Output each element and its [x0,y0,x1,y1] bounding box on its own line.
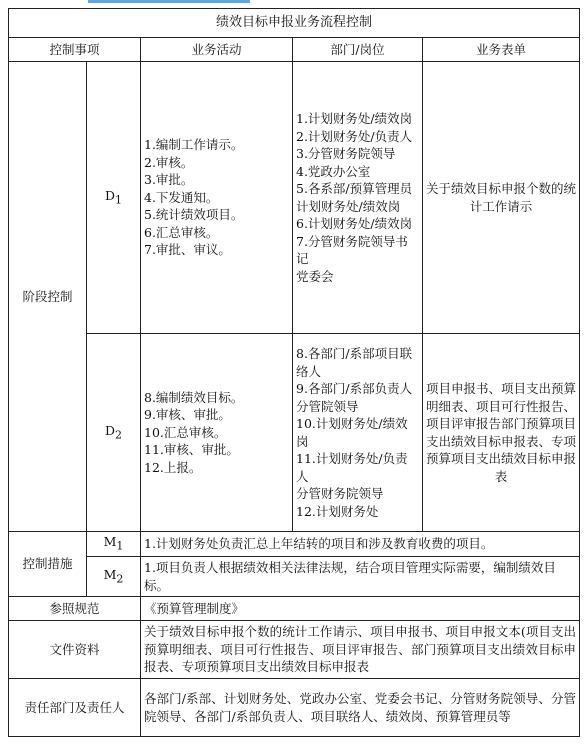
m2-code: $M_2$ [87,557,141,597]
list-line: 计划财务处/绩效岗 [296,198,401,214]
d1-code: $D_1$ [87,62,141,334]
d1-departments [293,62,423,334]
process-control-table [8,8,580,737]
list-line: 12.上报。 [144,459,202,475]
m2-text: 1.项目负责人根据绩效相关法律法规，结合项目管理实际需要，编制绩效目标。 [141,557,580,597]
list-line: 4.党政办公室 [296,163,371,179]
list-line: 8.各部门/系部项目联络人 [296,346,413,379]
list-line: 5.统计绩效项目。 [144,207,244,223]
list-line: 8.编制绩效目标。 [144,389,244,405]
header-control-item: 控制事项 [9,38,141,62]
reference-text: 《预算管理制度》 [141,597,580,621]
m1-text: 1.计划财务处负责汇总上年结转的项目和涉及教育收费的项目。 [141,532,580,557]
d2-code: $D_2$ [87,334,141,532]
list-line: 9.审核、审批。 [144,407,231,423]
m1-code: $M_1$ [87,532,141,557]
list-line: 7.分管财务院领导书记 [296,233,408,266]
list-line: 3.审批。 [144,172,194,188]
list-line: 10.汇总审核。 [144,424,227,440]
d2-activities [141,334,293,532]
list-line: 2.审核。 [144,154,194,170]
control-measures-label: 控制措施 [9,532,87,597]
top-accent-line [88,0,250,3]
table-title: 绩效目标申报业务流程控制 [9,9,580,38]
list-line: 6.计划财务处/绩效岗 [296,216,413,231]
header-activity: 业务活动 [141,38,293,62]
list-line: 7.审批、审议。 [144,242,231,258]
responsibility-text: 各部门/系部、计划财务处、党政办公室、党委会书记、分管财务院领导、分管院领导、各部门/系部负责人、项目联络人、绩效岗、预算管理员等 [141,679,580,737]
stage-control-label: 阶段控制 [9,62,87,532]
list-line: 分管院领导 [296,398,359,414]
documents-text: 关于绩效目标申报个数的统计工作请示、项目申报书、项目申报文本(项目支出预算明细表、项目可行性报告、项目评审报告、部门预算项目支出绩效目标申报表、专项预算项目支出绩效目标申报表 [141,621,580,679]
d2-departments [293,334,423,532]
list-line: 11.审核、审批。 [144,442,239,458]
list-line: 党委会 [296,268,334,284]
list-line: 9.各部门/系部负责人 [296,381,413,396]
d2-forms: 项目申报书、项目支出预算明细表、项目可行性报告、项目评审报告部门预算项目支出绩效目标申报表、专项预算项目支出绩效目标申报表 [423,334,580,532]
responsibility-label: 责任部门及责任人 [9,679,141,737]
documents-label: 文件资料 [9,621,141,679]
list-line: 4.下发通知。 [144,189,219,205]
list-line: 1.编制工作请示。 [144,137,244,153]
d1-activities [141,62,293,334]
header-department: 部门/岗位 [293,38,423,62]
list-line: 2.计划财务处/负责人 [296,128,413,144]
list-line: 6.汇总审核。 [144,224,219,240]
list-line: 分管财务院领导 [296,486,384,501]
list-line: 5.各系部/预算管理员 [296,181,413,196]
list-line: 3.分管财务院领导 [296,146,396,161]
list-line: 12.计划财务处 [296,503,379,519]
d1-forms: 关于绩效目标申报个数的统计工作请示 [423,62,580,334]
list-line: 11.计划财务处/负责人 [296,451,408,484]
list-line: 10.计划财务处/绩效岗 [296,416,408,449]
reference-label: 参照规范 [9,597,141,621]
list-line: 1.计划财务处/绩效岗 [296,111,413,126]
header-forms: 业务表单 [423,38,580,62]
